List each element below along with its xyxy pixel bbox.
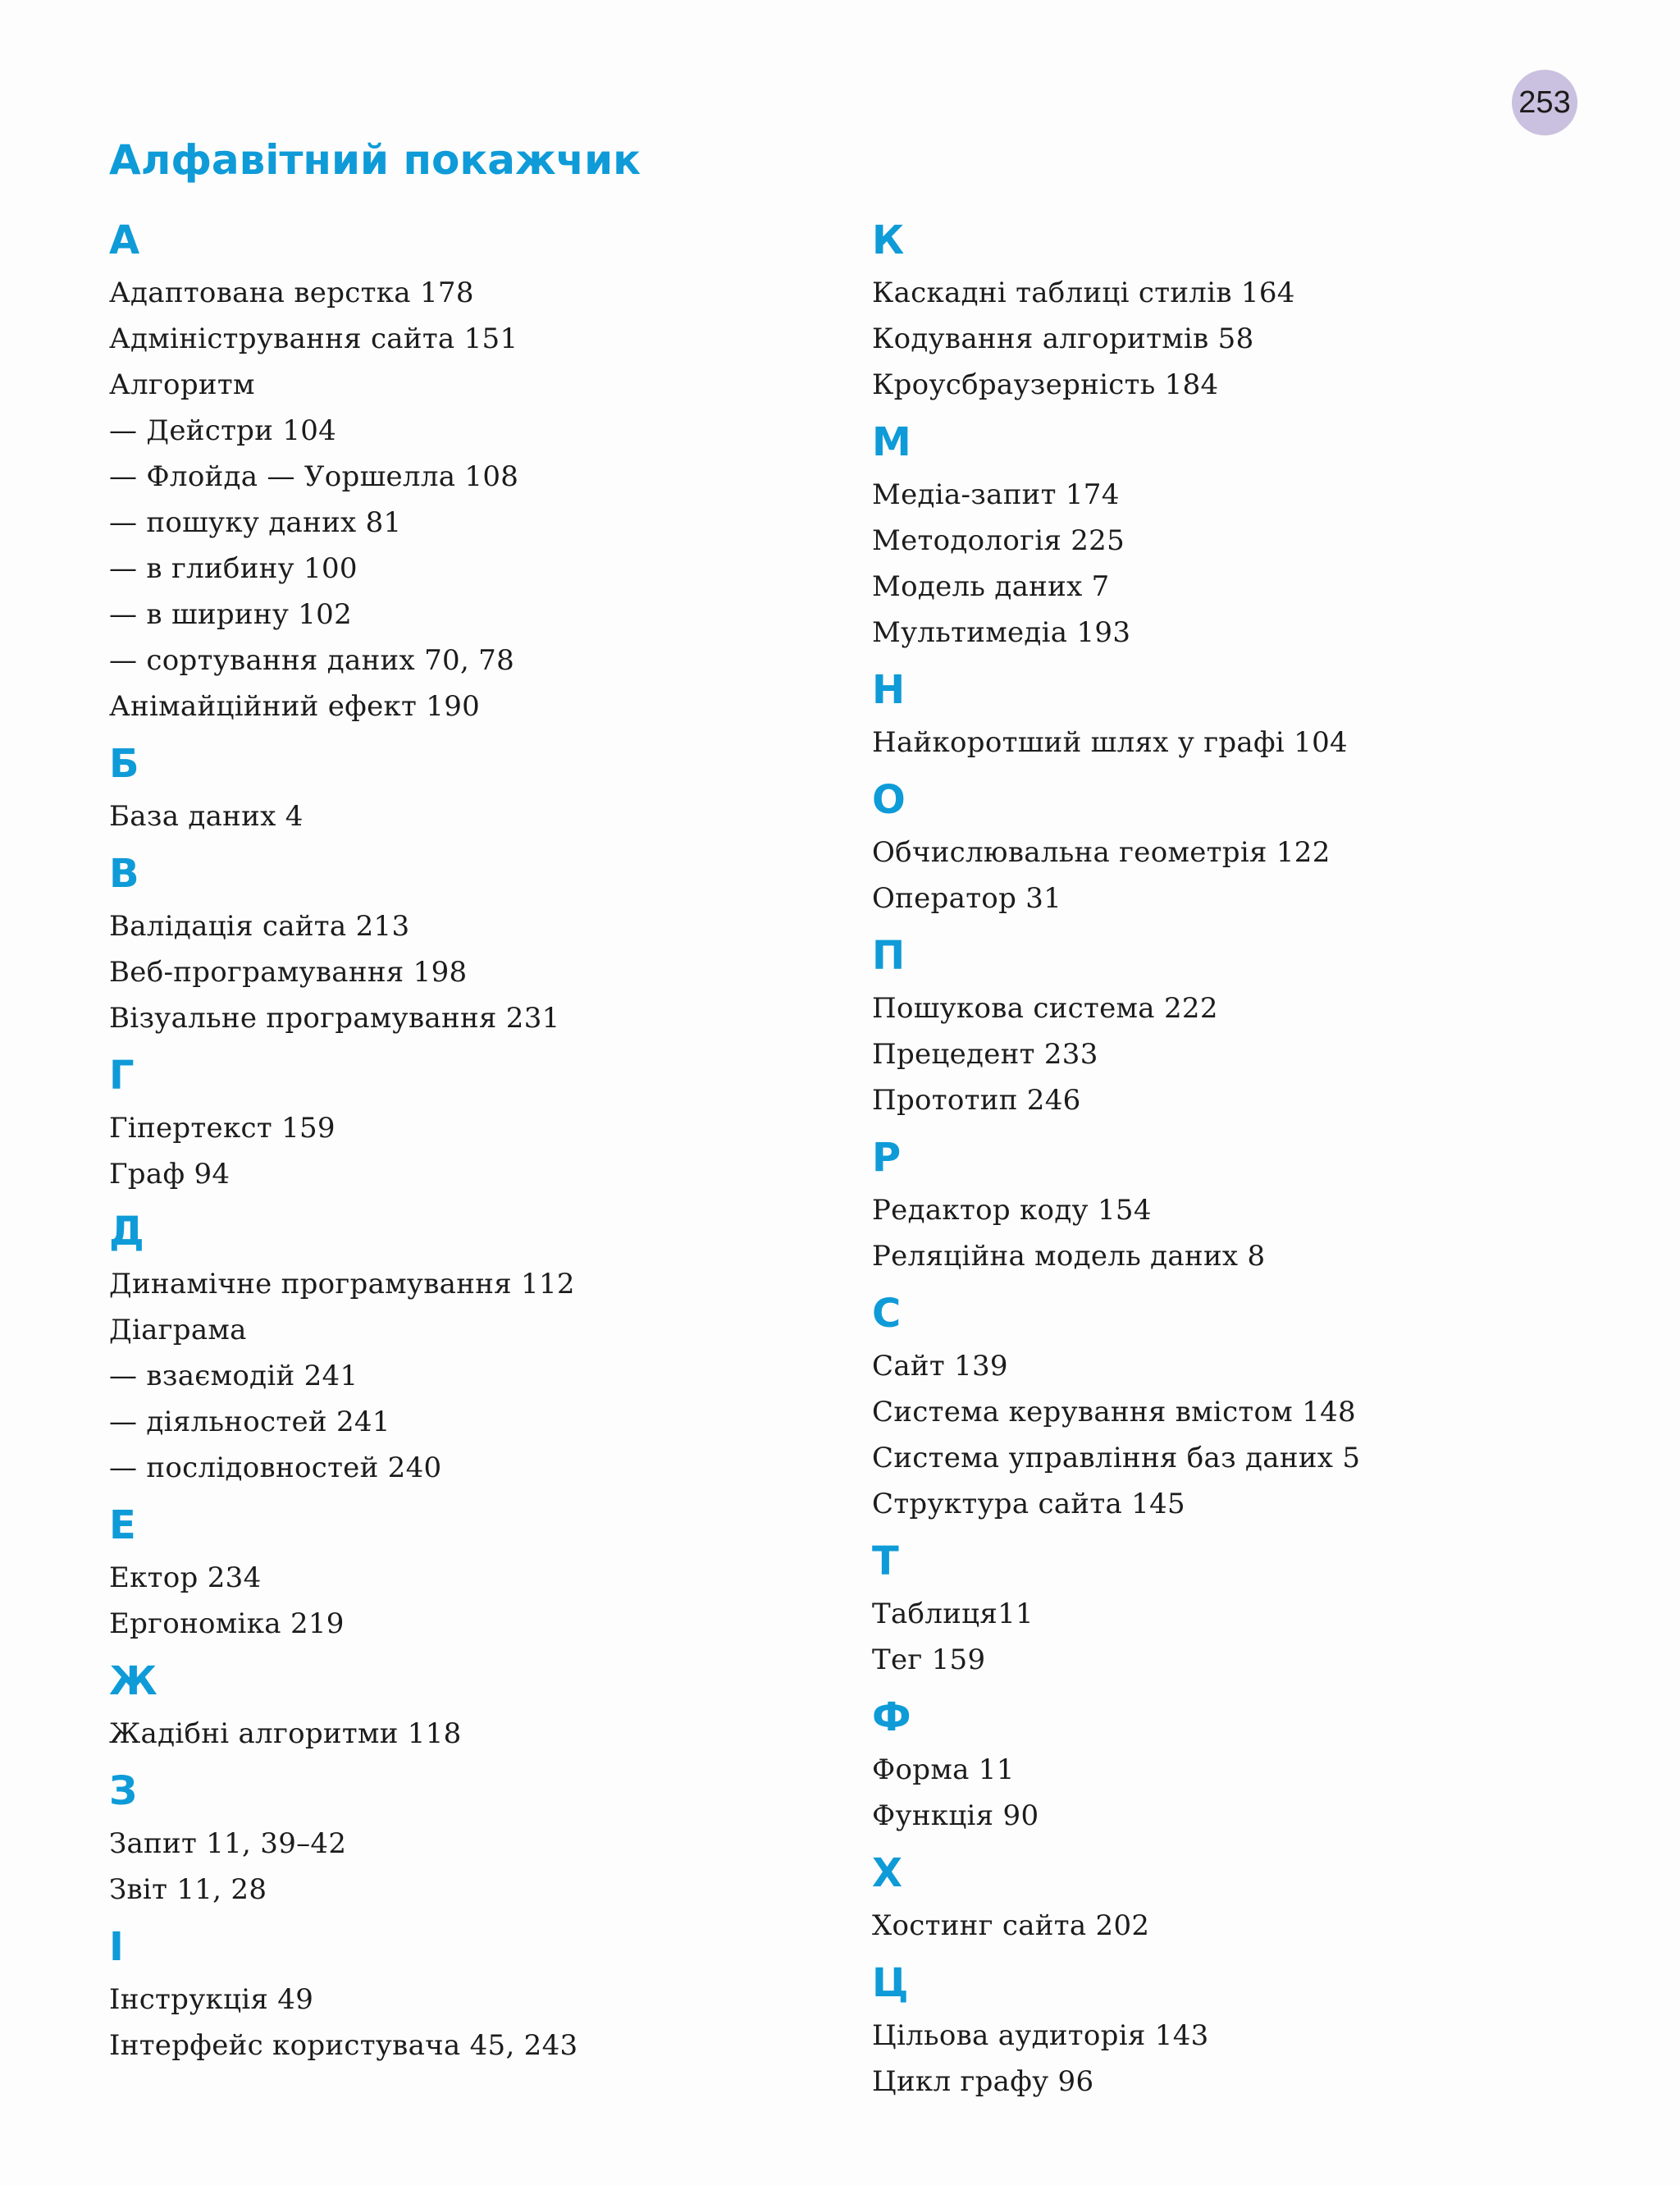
section-letter: Г xyxy=(109,1053,135,1099)
section-letter: Т xyxy=(872,1538,899,1584)
index-entry: Звіт 11, 28 xyxy=(109,1873,267,1906)
index-entry: — діяльностей 241 xyxy=(109,1406,390,1438)
index-section xyxy=(109,1209,815,1491)
index-entry: Модель даних 7 xyxy=(872,570,1110,603)
section-letter: І xyxy=(109,1924,124,1970)
section-letter: О xyxy=(872,777,906,823)
section-letter: Ц xyxy=(872,1960,909,2006)
index-section xyxy=(109,1768,815,1913)
index-entry: Медіа-запит 174 xyxy=(872,478,1120,511)
index-entry: Анімайційний ефект 190 xyxy=(109,690,481,723)
index-entry: База даних 4 xyxy=(109,800,304,833)
index-entry: — взаємодій 241 xyxy=(109,1360,358,1392)
page-title: Алфавітний покажчик xyxy=(109,136,641,184)
index-entry: — Дейстри 104 xyxy=(109,414,337,447)
index-entry: Мультимедіа 193 xyxy=(872,616,1131,649)
index-entry: Цільова аудиторія 143 xyxy=(872,2019,1209,2052)
section-letter: Ф xyxy=(872,1694,911,1740)
index-section xyxy=(872,1960,1577,2105)
index-entry: Оператор 31 xyxy=(872,882,1062,915)
index-entry: Візуальне програмування 231 xyxy=(109,1002,560,1035)
index-entry: Таблиця11 xyxy=(872,1598,1034,1630)
index-column-left xyxy=(109,217,815,2068)
section-letter: Н xyxy=(872,667,906,713)
index-entry: Кроусбраузерність 184 xyxy=(872,368,1219,401)
section-letter: М xyxy=(872,419,911,465)
index-entry: Кодування алгоритмів 58 xyxy=(872,322,1254,355)
index-entry: Діаграма xyxy=(109,1314,247,1346)
section-letter: Е xyxy=(109,1502,136,1548)
index-entry: Найкоротший шлях у графі 104 xyxy=(872,726,1348,759)
index-entry: Адаптована верстка 178 xyxy=(109,277,474,309)
index-entry: Валідація сайта 213 xyxy=(109,910,410,943)
index-section xyxy=(872,667,1577,766)
index-entry: Редактор коду 154 xyxy=(872,1194,1152,1227)
index-entry: Веб-програмування 198 xyxy=(109,956,468,989)
index-entry: Функція 90 xyxy=(872,1799,1039,1832)
index-entry: Сайт 139 xyxy=(872,1350,1008,1383)
index-entry: Структура сайта 145 xyxy=(872,1488,1185,1520)
section-letter: В xyxy=(109,851,139,897)
section-letter: Б xyxy=(109,741,139,787)
index-entry: — пошуку даних 81 xyxy=(109,506,402,539)
index-entry: Цикл графу 96 xyxy=(872,2065,1094,2098)
index-entry: Обчислювальна геометрія 122 xyxy=(872,836,1331,869)
index-entry: Ектор 234 xyxy=(109,1561,262,1594)
index-section xyxy=(872,1291,1577,1527)
section-letter: Д xyxy=(109,1209,144,1255)
index-entry: Алгоритм xyxy=(109,368,255,401)
index-section xyxy=(109,1502,815,1647)
index-entry: Динамічне програмування 112 xyxy=(109,1268,575,1300)
index-entry: — сортування даних 70, 78 xyxy=(109,644,515,677)
index-section xyxy=(109,741,815,839)
index-entry: — в глибину 100 xyxy=(109,552,358,585)
index-entry: Жадібні алгоритми 118 xyxy=(109,1717,462,1750)
index-entry: — Флойда — Уоршелла 108 xyxy=(109,460,519,493)
index-entry: Запит 11, 39–42 xyxy=(109,1827,347,1860)
section-letter: С xyxy=(872,1291,902,1337)
section-letter: А xyxy=(109,217,140,263)
index-section xyxy=(872,933,1577,1123)
index-section xyxy=(872,1135,1577,1279)
index-entry: Інструкція 49 xyxy=(109,1983,314,2016)
index-section xyxy=(872,1850,1577,1949)
index-entry: Каскадні таблиці стилів 164 xyxy=(872,277,1295,309)
index-section xyxy=(109,1658,815,1757)
index-section xyxy=(872,217,1577,408)
section-letter: Ж xyxy=(109,1658,158,1704)
index-entry: Система керування вмістом 148 xyxy=(872,1396,1356,1428)
index-section xyxy=(109,1053,815,1197)
index-entry: Реляційна модель даних 8 xyxy=(872,1240,1266,1273)
index-section xyxy=(109,1924,815,2068)
section-letter: К xyxy=(872,217,905,263)
index-section xyxy=(872,1694,1577,1839)
index-entry: Адміністрування сайта 151 xyxy=(109,322,518,355)
page-number-badge: 253 xyxy=(1512,70,1577,135)
section-letter: З xyxy=(109,1768,138,1814)
index-entry: Ергономіка 219 xyxy=(109,1607,345,1640)
section-letter: П xyxy=(872,933,906,979)
index-section xyxy=(872,1538,1577,1683)
index-entry: Граф 94 xyxy=(109,1158,231,1191)
section-letter: Х xyxy=(872,1850,903,1896)
index-column-right xyxy=(872,217,1577,2105)
index-entry: Прецедент 233 xyxy=(872,1038,1098,1071)
index-entry: — послідовностей 240 xyxy=(109,1451,442,1484)
index-entry: Тег 159 xyxy=(872,1643,986,1676)
index-section xyxy=(872,777,1577,921)
index-entry: Система управління баз даних 5 xyxy=(872,1442,1361,1474)
index-entry: Форма 11 xyxy=(872,1753,1015,1786)
index-section xyxy=(109,851,815,1041)
index-section xyxy=(872,419,1577,656)
index-entry: Методологія 225 xyxy=(872,524,1125,557)
index-entry: — в ширину 102 xyxy=(109,598,353,631)
index-entry: Гіпертекст 159 xyxy=(109,1112,336,1145)
index-entry: Інтерфейс користувача 45, 243 xyxy=(109,2029,578,2062)
index-entry: Прототип 246 xyxy=(872,1084,1081,1117)
index-entry: Пошукова система 222 xyxy=(872,992,1218,1025)
index-section xyxy=(109,217,815,729)
index-entry: Хостинг сайта 202 xyxy=(872,1909,1150,1942)
section-letter: Р xyxy=(872,1135,902,1181)
